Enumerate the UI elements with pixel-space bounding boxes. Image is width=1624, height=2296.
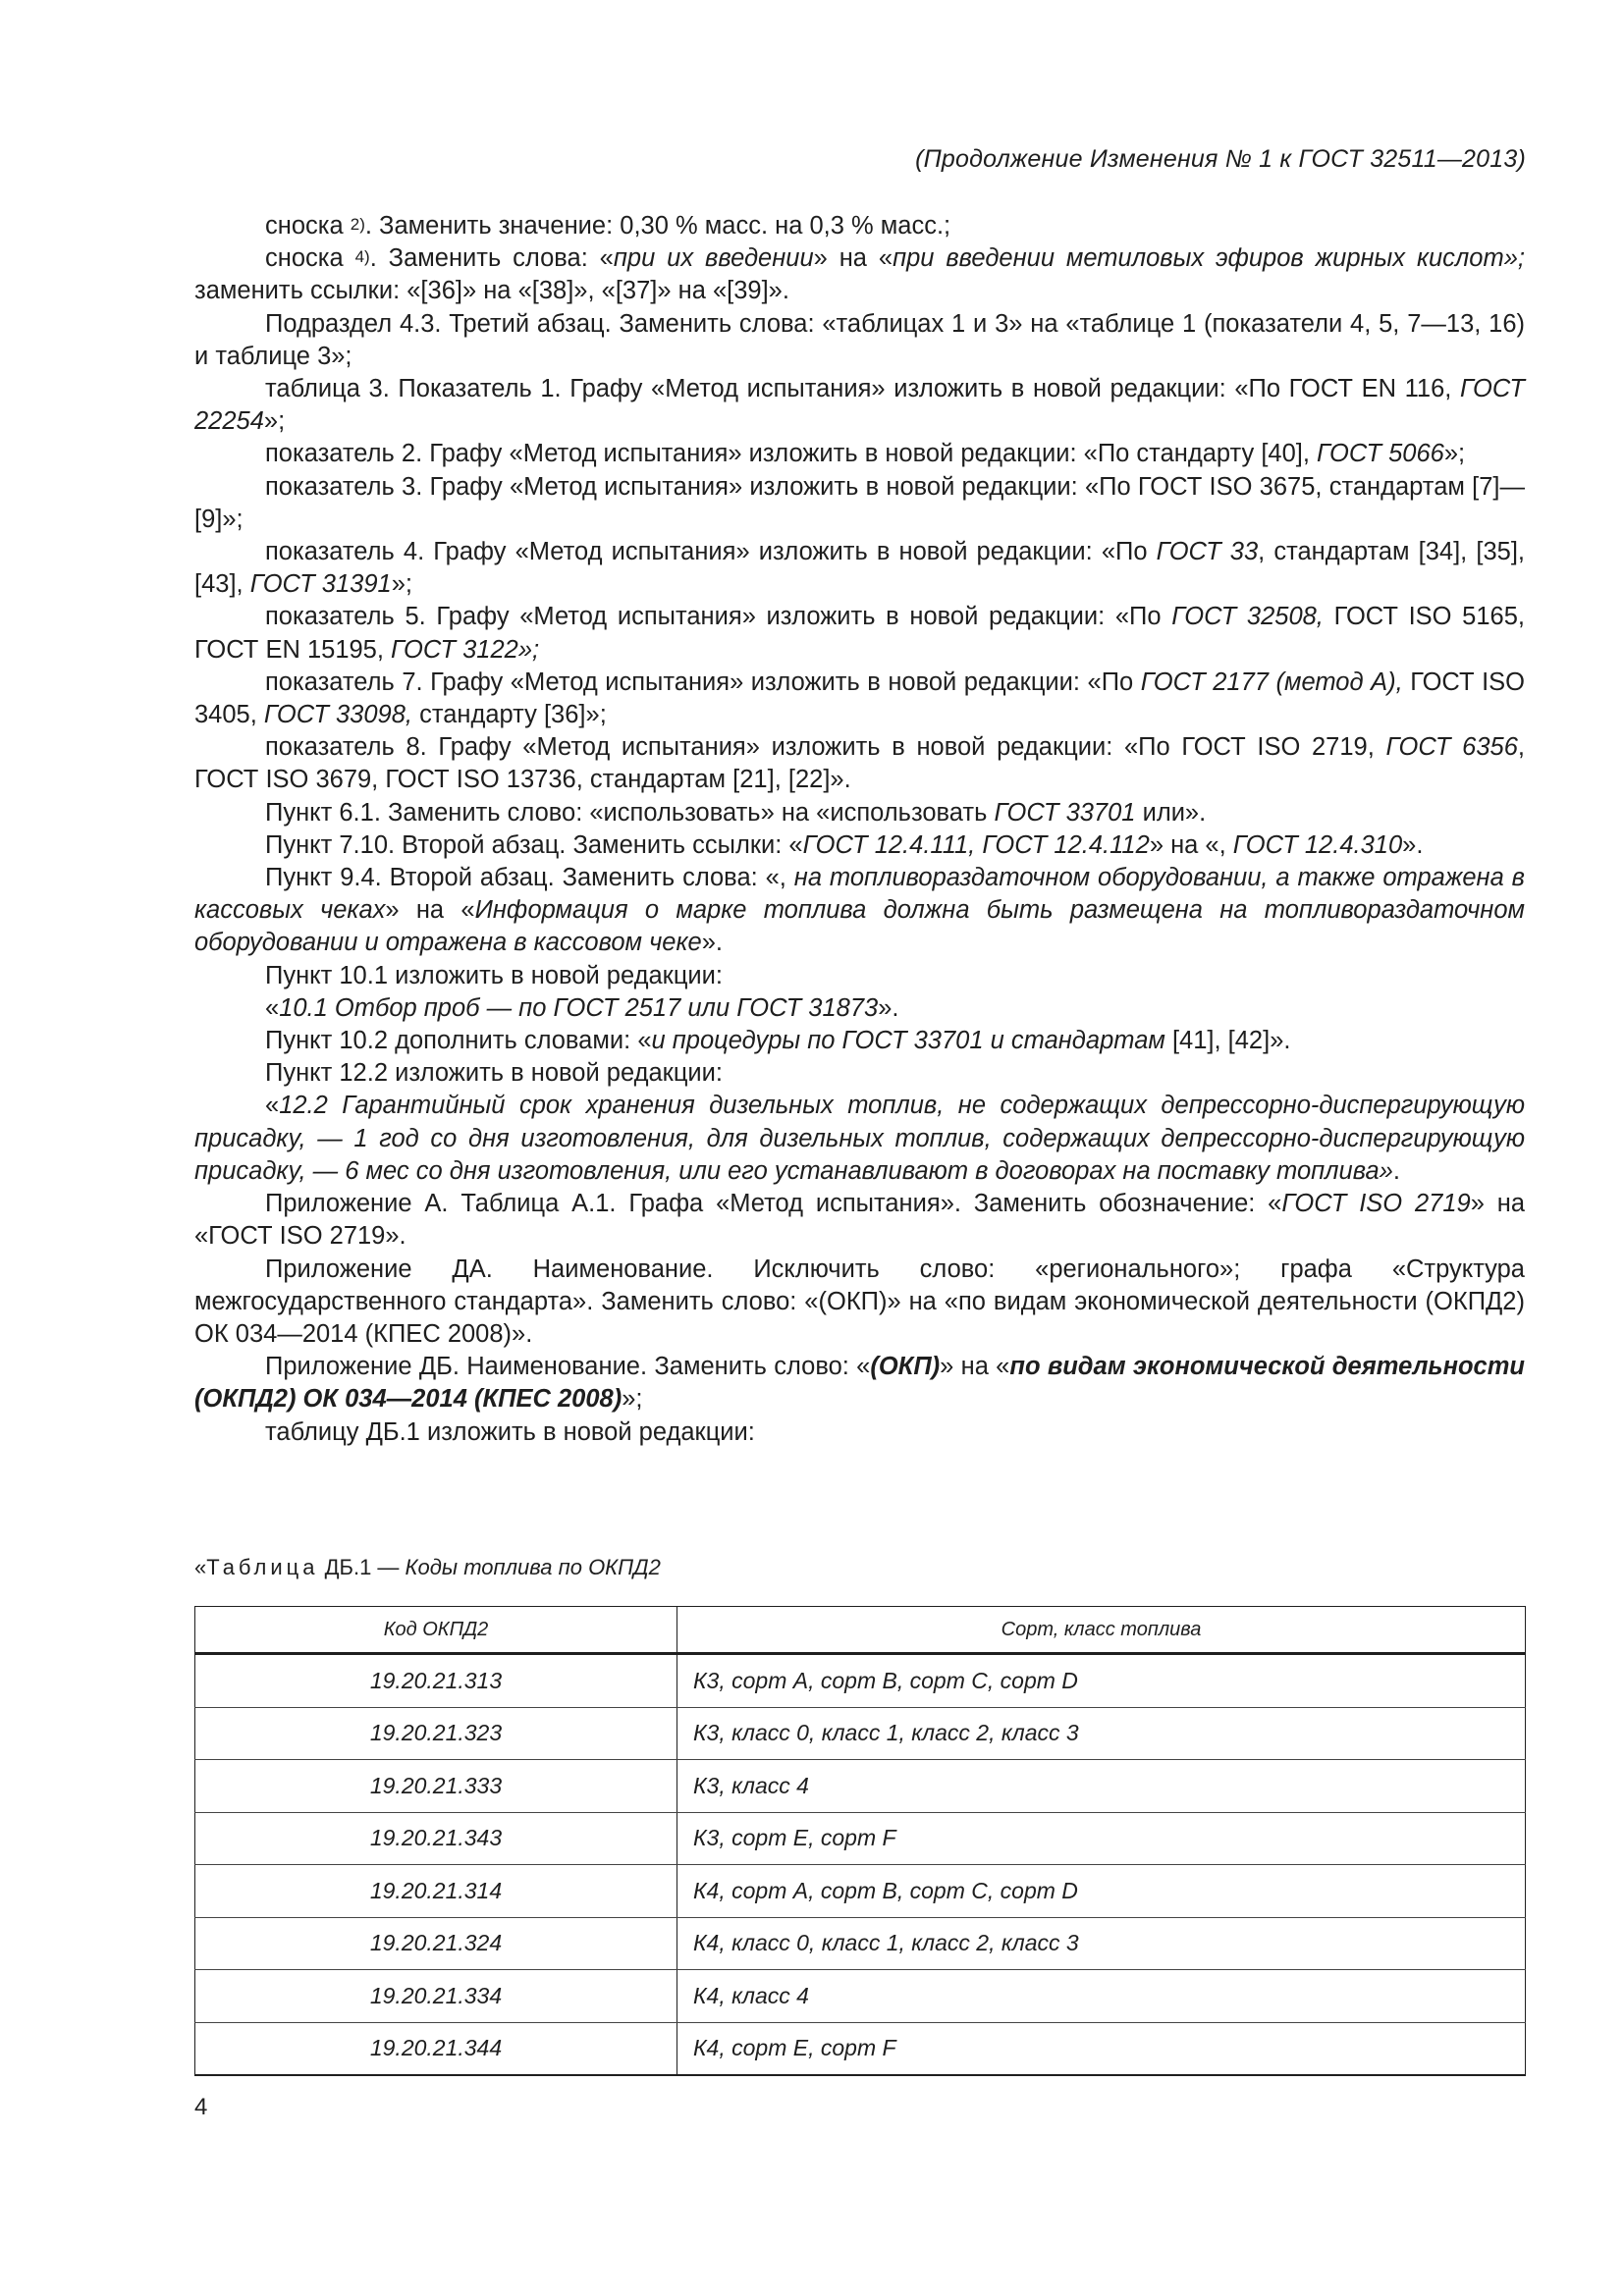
caption-label: Таблица: [206, 1555, 319, 1579]
text-run: ».: [878, 993, 899, 1022]
paragraph: [194, 862, 1525, 960]
text-run: » на «: [940, 1353, 1010, 1381]
grade-cell: К4, сорт Е, сорт F: [677, 2022, 1526, 2075]
text-run: »;: [391, 570, 412, 599]
text-run: »;: [622, 1385, 643, 1414]
grade-cell: К3, сорт А, сорт В, сорт С, сорт D: [677, 1654, 1526, 1708]
caption-prefix: «: [194, 1555, 207, 1579]
text-run: , стандартам [34], [35], [43],: [194, 538, 1525, 599]
text-run: »;: [263, 407, 286, 436]
text-run: 10.1 Отбор проб — по ГОСТ 2517 или ГОСТ 31873: [279, 993, 879, 1022]
text-run: ГОСТ 22254: [194, 375, 1525, 436]
document-body: [194, 210, 1525, 1449]
text-run: таблица 3. Показатель 1. Графу «Метод испытания» изложить в новой редакции: «По ГОСТ EN 116,: [265, 375, 1460, 403]
grade-cell: К3, сорт Е, сорт F: [677, 1812, 1526, 1865]
text-run: ГОСТ 2177 (метод А),: [1140, 667, 1403, 696]
text-run: . Заменить слова: «: [369, 244, 614, 273]
paragraph: [194, 667, 1525, 731]
footnote-ref: 4): [354, 247, 370, 267]
table-row: [195, 1917, 1526, 1970]
table-row: [195, 1760, 1526, 1813]
text-run: Пункт 7.10. Второй абзац. Заменить ссылки: «: [265, 830, 803, 859]
text-run: ГОСТ ISO 2719: [1281, 1190, 1471, 1218]
text-run: ГОСТ 33098,: [263, 701, 412, 729]
text-run: ГОСТ ISO 3405,: [194, 667, 1525, 729]
text-run: [41], [42]».: [1164, 1027, 1291, 1055]
text-run: или».: [1135, 798, 1207, 827]
code-cell: 19.20.21.334: [195, 1970, 677, 2023]
table-row: [195, 1654, 1526, 1708]
table-row: [195, 1970, 1526, 2023]
code-cell: 19.20.21.313: [195, 1654, 677, 1708]
text-run: Приложение ДА. Наименование. Исключить слово: «регионального»; графа «Структура межгосударственного стандарта». Заменить слово: «(ОКП)» на «по видам экономической деятельности (ОКПД2) ОК 034—2014 (КПЕС 2008)».: [194, 1255, 1525, 1348]
table-row: [195, 2022, 1526, 2075]
text-run: сноска: [265, 244, 355, 273]
code-cell: 19.20.21.333: [195, 1760, 677, 1813]
text-run: показатель 8. Графу «Метод испытания» изложить в новой редакции: «По ГОСТ ISO 2719,: [265, 733, 1386, 762]
text-run: ГОСТ 33: [1156, 538, 1259, 566]
table-caption: [194, 1555, 661, 1580]
code-cell: 19.20.21.314: [195, 1865, 677, 1918]
text-run: ».: [1402, 830, 1424, 859]
table-row: [195, 1865, 1526, 1918]
column-header-code: Код ОКПД2: [195, 1607, 677, 1654]
paragraph: [194, 1188, 1525, 1253]
text-run: стандарту [36]»;: [412, 701, 607, 729]
paragraph: [194, 1057, 1525, 1090]
text-run: Приложение А. Таблица А.1. Графа «Метод испытания». Заменить обозначение: «: [265, 1190, 1282, 1218]
page-number: 4: [194, 2094, 208, 2120]
paragraph: [194, 601, 1525, 666]
text-run: «: [265, 993, 280, 1022]
text-run: , ГОСТ ISO 3679, ГОСТ ISO 13736, стандартам [21], [22]».: [194, 733, 1525, 794]
paragraph: [194, 210, 1525, 242]
grade-cell: К4, класс 4: [677, 1970, 1526, 2023]
paragraph: [194, 1416, 1525, 1449]
text-run: » на «ГОСТ ISO 2719».: [194, 1190, 1525, 1251]
text-run: ГОСТ 12.4.111, ГОСТ 12.4.112: [802, 830, 1150, 859]
table-row: [195, 1707, 1526, 1760]
text-run: заменить ссылки: «[36]» на «[38]», «[37]» на «[39]».: [194, 277, 789, 305]
caption-title: Коды топлива по ОКПД2: [405, 1555, 661, 1579]
paragraph: [194, 373, 1525, 438]
text-run: ГОСТ 3122»;: [391, 635, 540, 664]
text-run: показатель 4. Графу «Метод испытания» изложить в новой редакции: «По: [265, 538, 1157, 566]
text-run: Пункт 10.1 изложить в новой редакции:: [265, 961, 724, 989]
paragraph: [194, 308, 1525, 373]
text-run: по видам экономической деятельности (ОКПД2) ОК 034—2014 (КПЕС 2008): [194, 1353, 1525, 1414]
text-run: показатель 5. Графу «Метод испытания» изложить в новой редакции: «По: [265, 603, 1172, 631]
text-run: .: [1392, 1156, 1400, 1185]
fuel-codes-table: [194, 1606, 1526, 2076]
paragraph: [194, 438, 1525, 470]
paragraph: [194, 536, 1525, 601]
paragraph: [194, 731, 1525, 796]
text-run: при их введении: [613, 244, 814, 273]
text-run: » на «: [385, 896, 475, 925]
text-run: ГОСТ 33701: [994, 798, 1136, 827]
text-run: ГОСТ 31391: [249, 570, 392, 599]
text-run: и процедуры по ГОСТ 33701 и стандартам: [651, 1027, 1165, 1055]
grade-cell: К4, сорт А, сорт В, сорт С, сорт D: [677, 1865, 1526, 1918]
text-run: 12.2 Гарантийный срок хранения дизельных топлив, не содержащих депрессорно-диспергирующую присадку, — 1 год со дня изготовления, для дизельных топлив, содержащих депрессорно-диспергирующую присадку, — 6 мес со дня изготовления, или его устанавливают в договорах на поставку топлива»: [194, 1092, 1525, 1185]
text-run: показатель 7. Графу «Метод испытания» изложить в новой редакции: «По: [265, 667, 1141, 696]
text-run: сноска: [265, 212, 351, 240]
text-run: Информация о марке топлива должна быть размещена на топливораздаточном оборудовании и отражена в кассовом чеке: [194, 896, 1525, 957]
text-run: «: [265, 1092, 280, 1120]
text-run: показатель 2. Графу «Метод испытания» изложить в новой редакции: «По стандарту [40],: [265, 440, 1318, 468]
text-run: Пункт 9.4. Второй абзац. Заменить слова: «,: [265, 864, 794, 892]
text-run: . Заменить значение: 0,30 % масс. на 0,3 % масс.;: [364, 212, 951, 240]
text-run: ГОСТ ISO 5165, ГОСТ EN 15195,: [194, 603, 1525, 664]
text-run: Приложение ДБ. Наименование. Заменить слово: «: [265, 1353, 871, 1381]
text-run: ГОСТ 12.4.310: [1232, 830, 1403, 859]
table-row: [195, 1812, 1526, 1865]
caption-number: ДБ.1 —: [318, 1555, 406, 1579]
text-run: таблицу ДБ.1 изложить в новой редакции:: [265, 1417, 755, 1446]
text-run: Пункт 10.2 дополнить словами: «: [265, 1027, 652, 1055]
text-run: на топливораздаточном оборудовании, а также отражена в кассовых чеках: [194, 864, 1525, 925]
paragraph: [194, 242, 1525, 307]
paragraph: [194, 1025, 1525, 1057]
column-header-grade: Сорт, класс топлива: [677, 1607, 1526, 1654]
text-run: (ОКП): [870, 1353, 941, 1381]
text-run: »;: [1443, 440, 1466, 468]
text-run: Пункт 12.2 изложить в новой редакции:: [265, 1059, 724, 1088]
text-run: Пункт 6.1. Заменить слово: «использовать» на «использовать: [265, 798, 995, 827]
paragraph: [194, 1254, 1525, 1352]
text-run: показатель 3. Графу «Метод испытания» изложить в новой редакции: «По ГОСТ ISO 3675, стандартам [7]—[9]»;: [194, 472, 1525, 533]
text-run: ».: [701, 929, 723, 957]
paragraph: [194, 1351, 1525, 1415]
paragraph: [194, 960, 1525, 992]
grade-cell: К4, класс 0, класс 1, класс 2, класс 3: [677, 1917, 1526, 1970]
text-run: » на «: [813, 244, 893, 273]
page-header: (Продолжение Изменения № 1 к ГОСТ 32511—2013): [915, 145, 1526, 173]
paragraph: [194, 797, 1525, 829]
paragraph: [194, 829, 1525, 862]
code-cell: 19.20.21.324: [195, 1917, 677, 1970]
paragraph: [194, 992, 1525, 1025]
table-header-row: [195, 1607, 1526, 1654]
text-run: ГОСТ 5066: [1317, 440, 1444, 468]
footnote-ref: 2): [350, 215, 365, 234]
text-run: ГОСТ 6356: [1385, 733, 1518, 762]
text-run: ГОСТ 32508,: [1171, 603, 1324, 631]
text-run: при введении метиловых эфиров жирных кислот»;: [893, 244, 1525, 273]
paragraph: [194, 471, 1525, 536]
code-cell: 19.20.21.344: [195, 2022, 677, 2075]
code-cell: 19.20.21.323: [195, 1707, 677, 1760]
paragraph: [194, 1090, 1525, 1188]
text-run: Подраздел 4.3. Третий абзац. Заменить слова: «таблицах 1 и 3» на «таблице 1 (показатели 4, 5, 7—13, 16) и таблице 3»;: [194, 309, 1525, 370]
text-run: » на «,: [1149, 830, 1233, 859]
grade-cell: К3, класс 4: [677, 1760, 1526, 1813]
grade-cell: К3, класс 0, класс 1, класс 2, класс 3: [677, 1707, 1526, 1760]
code-cell: 19.20.21.343: [195, 1812, 677, 1865]
